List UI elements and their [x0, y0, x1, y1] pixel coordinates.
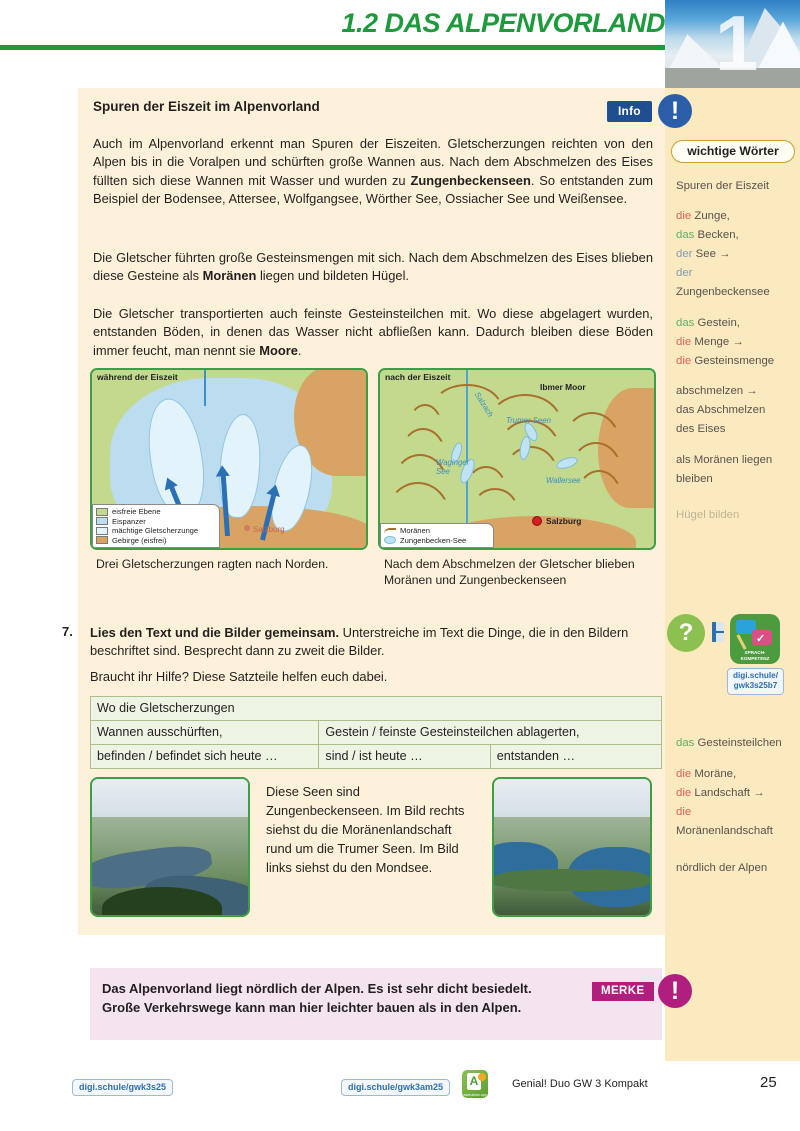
article-das: das: [676, 737, 695, 749]
table-row: [91, 721, 662, 745]
table-cell: Wannen ausschürften,: [91, 721, 319, 745]
legend-swatch: [96, 508, 108, 516]
vocab-item: [676, 402, 798, 420]
legend-label: Moränen: [400, 526, 430, 536]
legend-swatch: [96, 527, 108, 535]
vocab-word: bleiben: [676, 473, 713, 485]
legend-item: [384, 526, 489, 535]
legend-item: [96, 536, 215, 545]
vocab-item: [676, 353, 798, 371]
map-right-legend: [380, 523, 494, 548]
info-badge: Info: [607, 101, 652, 122]
legend-label: Zungenbecken-See: [400, 535, 467, 545]
page-title: 1.2 DAS ALPENVORLAND: [341, 8, 665, 38]
para1-pre: Auch im Alpenvorland erkennt man Spuren der Eiszeiten. Gletscherzungen reichten von den Alpen bis in die Voralpen und schürften große Wannen aus. Nach dem Abschmelzen des Eises füllten sich diese Wannen mit Wasser und wurden zu: [93, 136, 653, 188]
header-rule: [0, 45, 670, 50]
vocab-item: [676, 860, 798, 878]
chapter-number: 1: [715, 0, 759, 87]
city-dot-icon: [532, 516, 542, 526]
legend-swatch-moraine: [384, 528, 396, 534]
vocab-item: [676, 735, 798, 753]
vocab-item: [676, 804, 798, 822]
vocab-item: [676, 315, 798, 333]
question-mark-icon[interactable]: [667, 614, 705, 652]
exclamation-glyph: !: [670, 976, 680, 1005]
para3-post: .: [297, 342, 302, 358]
digi-schule-code-left[interactable]: digi.schule/gwk3s25: [72, 1079, 173, 1096]
table-cell: Wo die Gletscherzungen: [91, 697, 662, 721]
map-label-waginger-see: Waginger See: [436, 458, 470, 476]
table-cell: Gestein / feinste Gesteinsteilchen ablagerten,: [319, 721, 662, 745]
photo-trumer-seen: [492, 777, 652, 917]
vocab-item: [676, 208, 798, 226]
city-dot-icon: [244, 525, 250, 531]
map-label-wallersee: Wallersee: [546, 476, 581, 485]
vocab-item: [676, 421, 798, 439]
vocab-item: [676, 227, 798, 245]
exercise-hint: Braucht ihr Hilfe? Diese Satzteile helfen euch dabei.: [90, 669, 388, 684]
important-words-badge: wichtige Wörter: [671, 140, 795, 163]
map-after-ice-age: [378, 368, 656, 550]
para3-pre: Die Gletscher transportierten auch feinste Gesteinsteilchen mit. Wo diese abgelagert wurden, entstanden Böden, in denen das Wasser nicht abfließen kann. Dadurch bleiben diese Böden immer feucht, man nennt sie: [93, 306, 653, 358]
competence-label: SPRACH- KOMPETENZ: [740, 650, 770, 661]
vocab-item: [676, 785, 798, 803]
question-glyph: ?: [678, 619, 694, 646]
paragraph-3: [93, 305, 653, 360]
map-during-ice-age: [90, 368, 368, 550]
vocab-word: Moräne,: [691, 768, 737, 780]
exclamation-glyph: !: [670, 96, 680, 125]
vocab-word: Spuren der Eiszeit: [676, 180, 770, 192]
vocab-item: [676, 334, 798, 352]
table-row: [91, 745, 662, 769]
chapter-thumbnail-image: [665, 0, 800, 90]
exercise-instruction: [90, 624, 655, 661]
vocab-item: [676, 823, 798, 841]
article-der: der: [676, 267, 693, 279]
pencil-icon: [736, 634, 746, 650]
legend-item: [384, 536, 489, 545]
digi-schule-code-sidebar[interactable]: digi.schule/ gwk3s25b7: [727, 668, 784, 695]
map-label-trumer-seen: Trumer Seen: [506, 416, 551, 425]
check-icon: ✓: [756, 633, 766, 645]
merke-text: Das Alpenvorland liegt nördlich der Alpen. Es ist sehr dicht besiedelt. Große Verkehrswege kann man hier leichter bauen als in den Alpen.: [102, 981, 532, 1016]
vocab-item: [676, 178, 798, 196]
legend-label: Eispanzer: [112, 516, 146, 526]
exclamation-icon: [658, 974, 692, 1008]
vocab-word: See →: [692, 248, 731, 260]
vocab-word: des Eises: [676, 423, 726, 435]
section-heading: Spuren der Eiszeit im Alpenvorland: [93, 99, 320, 114]
exercise-rest: Unterstreiche im Text die Dinge, die in den Bildern beschriftet sind. Besprecht dann zu zweit die Bilder.: [90, 625, 629, 659]
anton-app-icon: [462, 1070, 488, 1098]
para1-post: . So entstanden zum Beispiel der Bodensee, Attersee, Wolfgangsee, Wörther See, Ossiacher See und Weißensee.: [93, 172, 653, 207]
exclamation-icon: [658, 94, 692, 128]
vocab-item: [676, 471, 798, 489]
legend-item: [96, 517, 215, 526]
vocab-word: Landschaft →: [691, 787, 765, 799]
city-name: Salzburg: [253, 525, 285, 534]
vocab-word: Moränenlandschaft: [676, 825, 773, 837]
legend-swatch-lake: [384, 536, 396, 544]
moraine-ridge-region: [494, 869, 650, 891]
article-der: der: [676, 248, 693, 260]
article-die: die: [676, 787, 692, 799]
table-cell: befinden / befindet sich heute …: [91, 745, 319, 769]
legend-swatch: [96, 536, 108, 544]
vocab-word: nördlich der Alpen: [676, 862, 768, 874]
article-die: die: [676, 806, 692, 818]
legend-swatch: [96, 517, 108, 525]
vocab-item: [676, 452, 798, 470]
article-die: die: [676, 210, 692, 222]
vocab-item: [676, 246, 798, 264]
app-strip-label: www.anton.app: [463, 1093, 487, 1097]
exercise-bold-lead: Lies den Text und die Bilder gemeinsam.: [90, 625, 340, 640]
para2-term: Moränen: [202, 268, 257, 284]
vocab-word: abschmelzen →: [676, 385, 758, 397]
vocab-item: [676, 265, 798, 283]
article-die: die: [676, 336, 692, 348]
book-title-footer: Genial! Duo GW 3 Kompakt: [512, 1078, 648, 1090]
merke-badge: MERKE: [592, 982, 654, 1001]
vocab-word: Menge →: [691, 336, 744, 348]
para2-post: liegen und bildeten Hügel.: [256, 268, 410, 284]
vocab-word: das Abschmelzen: [676, 404, 766, 416]
vocab-item-faint: [676, 507, 798, 525]
vocab-word: Gesteinsteilchen: [694, 737, 782, 749]
page-number: 25: [760, 1074, 777, 1091]
vocab-word: Gestein,: [694, 317, 740, 329]
vocab-word: als Moränen liegen: [676, 454, 773, 466]
map-label-salzburg: Salzburg: [546, 516, 582, 526]
legend-label: mächtige Gletscherzunge: [112, 526, 199, 536]
article-das: das: [676, 317, 695, 329]
map-label-river: Salzach: [472, 390, 496, 419]
vocab-item: [676, 284, 798, 302]
vocab-word: Hügel bilden: [676, 509, 740, 521]
map-left-title: während der Eiszeit: [97, 372, 178, 382]
para3-term: Moore: [259, 342, 298, 358]
table-cell: sind / ist heute …: [319, 745, 490, 769]
digi-schule-code-right[interactable]: digi.schule/gwk3am25: [341, 1079, 450, 1096]
photo-caption: Diese Seen sind Zungenbeckenseen. Im Bild rechts siehst du die Moränenlandschaft rund um die Trumer Seen. Im Bild links siehst du den Mondsee.: [266, 784, 465, 875]
legend-label: eisfreie Ebene: [112, 507, 161, 517]
vocab-word: Zunge,: [691, 210, 730, 222]
sentence-fragment-table: [90, 696, 662, 769]
article-das: das: [676, 229, 695, 241]
legend-item: [96, 507, 215, 516]
vocab-word: Zungenbeckensee: [676, 286, 770, 298]
article-die: die: [676, 355, 692, 367]
river-line: [204, 370, 206, 406]
exercise-number: 7.: [62, 624, 73, 639]
para2-pre: Die Gletscher führten große Gesteinsmengen mit sich. Nach dem Abschmelzen des Eises blieben diese Gesteine als: [93, 250, 653, 284]
vocab-item: [676, 766, 798, 784]
map-label-moor: Ibmer Moor: [540, 382, 586, 392]
photo-mondsee: [90, 777, 250, 917]
vocab-word: Becken,: [694, 229, 739, 241]
paragraph-2: [93, 249, 653, 286]
legend-item: [96, 526, 215, 535]
vocab-item: [676, 383, 798, 401]
letter-a-glyph: A: [467, 1073, 481, 1090]
table-cell: entstanden …: [490, 745, 661, 769]
legend-label: Gebirge (eisfrei): [112, 535, 167, 545]
accent-dot: [478, 1073, 486, 1081]
map-right-title: nach der Eiszeit: [385, 372, 451, 382]
para1-term: Zungenbeckenseen: [410, 172, 531, 188]
map-left-caption: Drei Gletscherzungen ragten nach Norden.: [96, 557, 329, 571]
table-row: [91, 697, 662, 721]
page-header: [0, 0, 800, 100]
vocab-word: Gesteinsmenge: [691, 355, 775, 367]
article-die: die: [676, 768, 692, 780]
map-left-city-label: [244, 525, 285, 534]
sprachkompetenz-badge-icon: [730, 614, 780, 664]
map-right-caption: Nach dem Abschmelzen der Gletscher blieben Moränen und Zungenbeckenseen: [384, 557, 635, 587]
map-left-legend: [92, 504, 220, 548]
book-icon: [712, 622, 724, 642]
paragraph-1: [93, 135, 653, 209]
